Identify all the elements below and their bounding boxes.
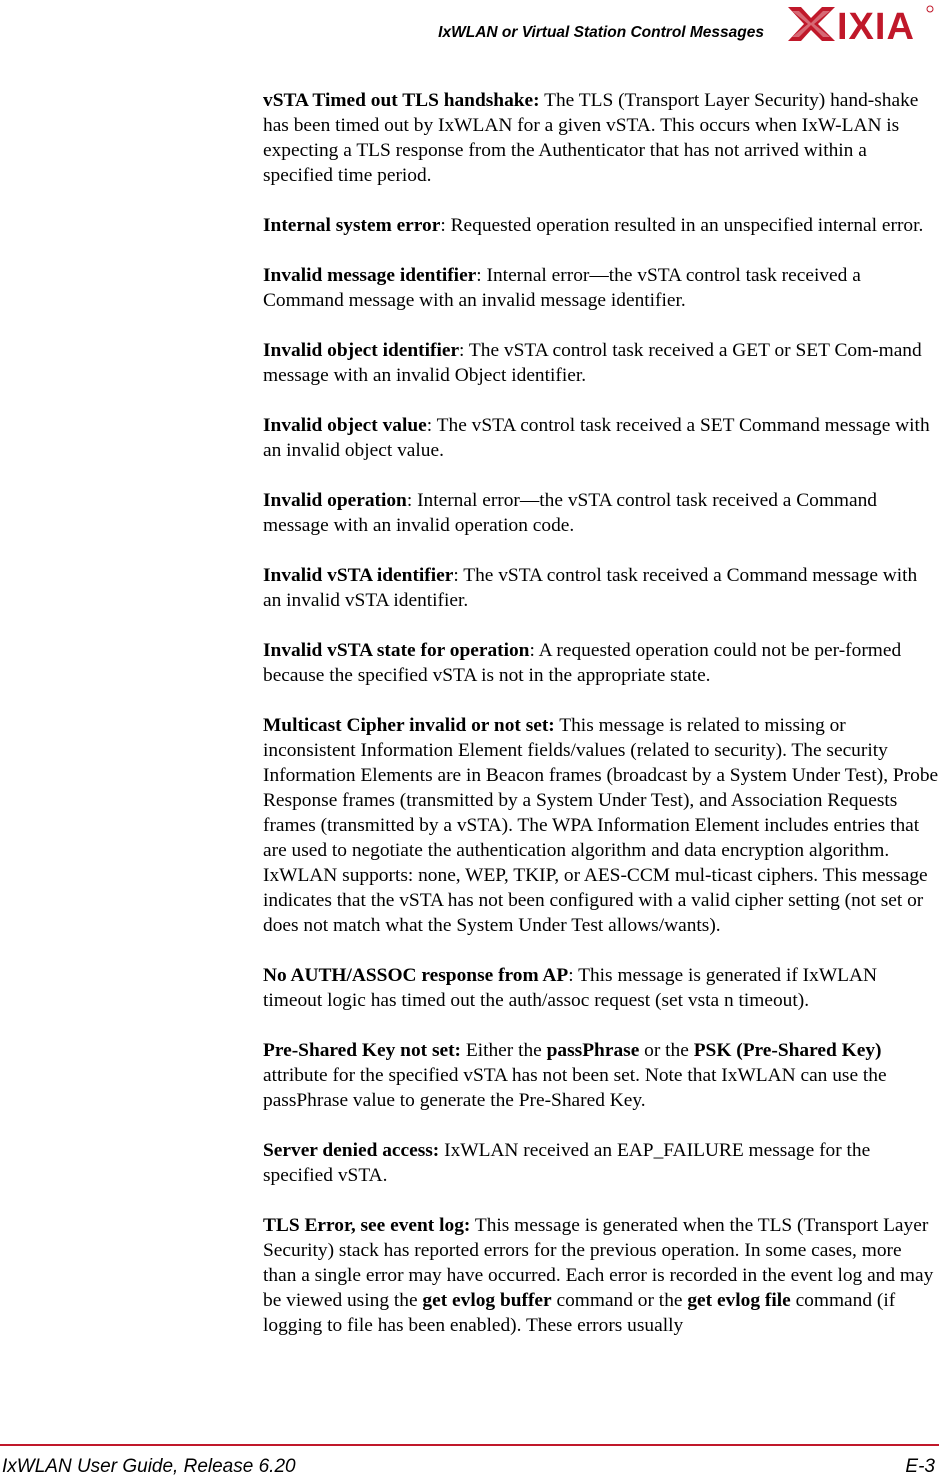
ixia-logo-mark [788,7,835,41]
footer-divider [0,1444,939,1446]
entry-invalid-vsta-state: Invalid vSTA state for operation: A requested operation could not be per-formed because the specified vSTA is not in the appropriate state. [263,640,902,686]
svg-text:IXIA: IXIA [837,6,915,45]
footer-page-number: E-3 [905,1456,935,1477]
entry-tls-error: TLS Error, see event log: This message is generated when the TLS (Transport Layer Security) stack has reported errors for the previous operation. In some cases, more than a single error may have occurred. Each error is recorded in the event log and may be viewed using the get evlog buffer command or the get evlog file command (if logging to file has been enabled). These errors usually [263,1215,934,1336]
entry-pre-shared-key: Pre-Shared Key not set: Either the passPhrase or the PSK (Pre-Shared Key) attribute for the specified vSTA has not been set. Note that IxWLAN can use the passPhrase value to generate the Pre-Shared Key. [263,1040,887,1111]
entry-invalid-object-identifier: Invalid object identifier: The vSTA control task received a GET or SET Com-mand message with an invalid Object identifier. [263,340,922,386]
entry-tls-timeout: vSTA Timed out TLS handshake: The TLS (Transport Layer Security) hand-shake has been timed out by IxWLAN for a given vSTA. This occurs when IxW-LAN is expecting a TLS response from the Authenticator that has not arrived within a specified time period. [263,90,919,186]
entry-internal-system-error: Internal system error: Requested operation resulted in an unspecified internal error. [263,215,924,236]
entry-multicast-cipher: Multicast Cipher invalid or not set: This message is related to missing or inconsistent Information Element fields/values (related to security). The security Information Elements are in Beacon frames (broadcast by a System Under Test), Probe Response frames (transmitted by a System Under Test), and Association Requests frames (transmitted by a vSTA). The WPA Information Element includes entries that are used to negotiate the authentication algorithm and data encryption algorithm. IxWLAN supports: none, WEP, TKIP, or AES-CCM mul-ticast ciphers. This message indicates that the vSTA has not been configured with a valid cipher setting (not set or does not match what the System Under Test allows/wants). [263,715,939,936]
footer-guide-title: IxWLAN User Guide, Release 6.20 [2,1456,296,1477]
entry-invalid-vsta-identifier: Invalid vSTA identifier: The vSTA control task received a Command message with an invalid vSTA identifier. [263,565,918,611]
entry-no-auth-assoc-response: No AUTH/ASSOC response from AP: This message is generated if IxWLAN timeout logic has timed out the auth/assoc request (set vsta n timeout). [263,965,877,1011]
entry-invalid-message-identifier: Invalid message identifier: Internal error—the vSTA control task received a Command message with an invalid message identifier. [263,265,861,311]
entry-invalid-operation: Invalid operation: Internal error—the vSTA control task received a Command message with an invalid operation code. [263,490,877,536]
entry-server-denied-access: Server denied access: IxWLAN received an EAP_FAILURE message for the specified vSTA. [263,1140,871,1186]
running-header-title: IxWLAN or Virtual Station Control Messages [438,24,764,41]
entry-invalid-object-value: Invalid object value: The vSTA control task received a SET Command message with an invalid object value. [263,415,930,461]
ixia-logo [786,3,936,45]
message-list [263,88,939,1363]
